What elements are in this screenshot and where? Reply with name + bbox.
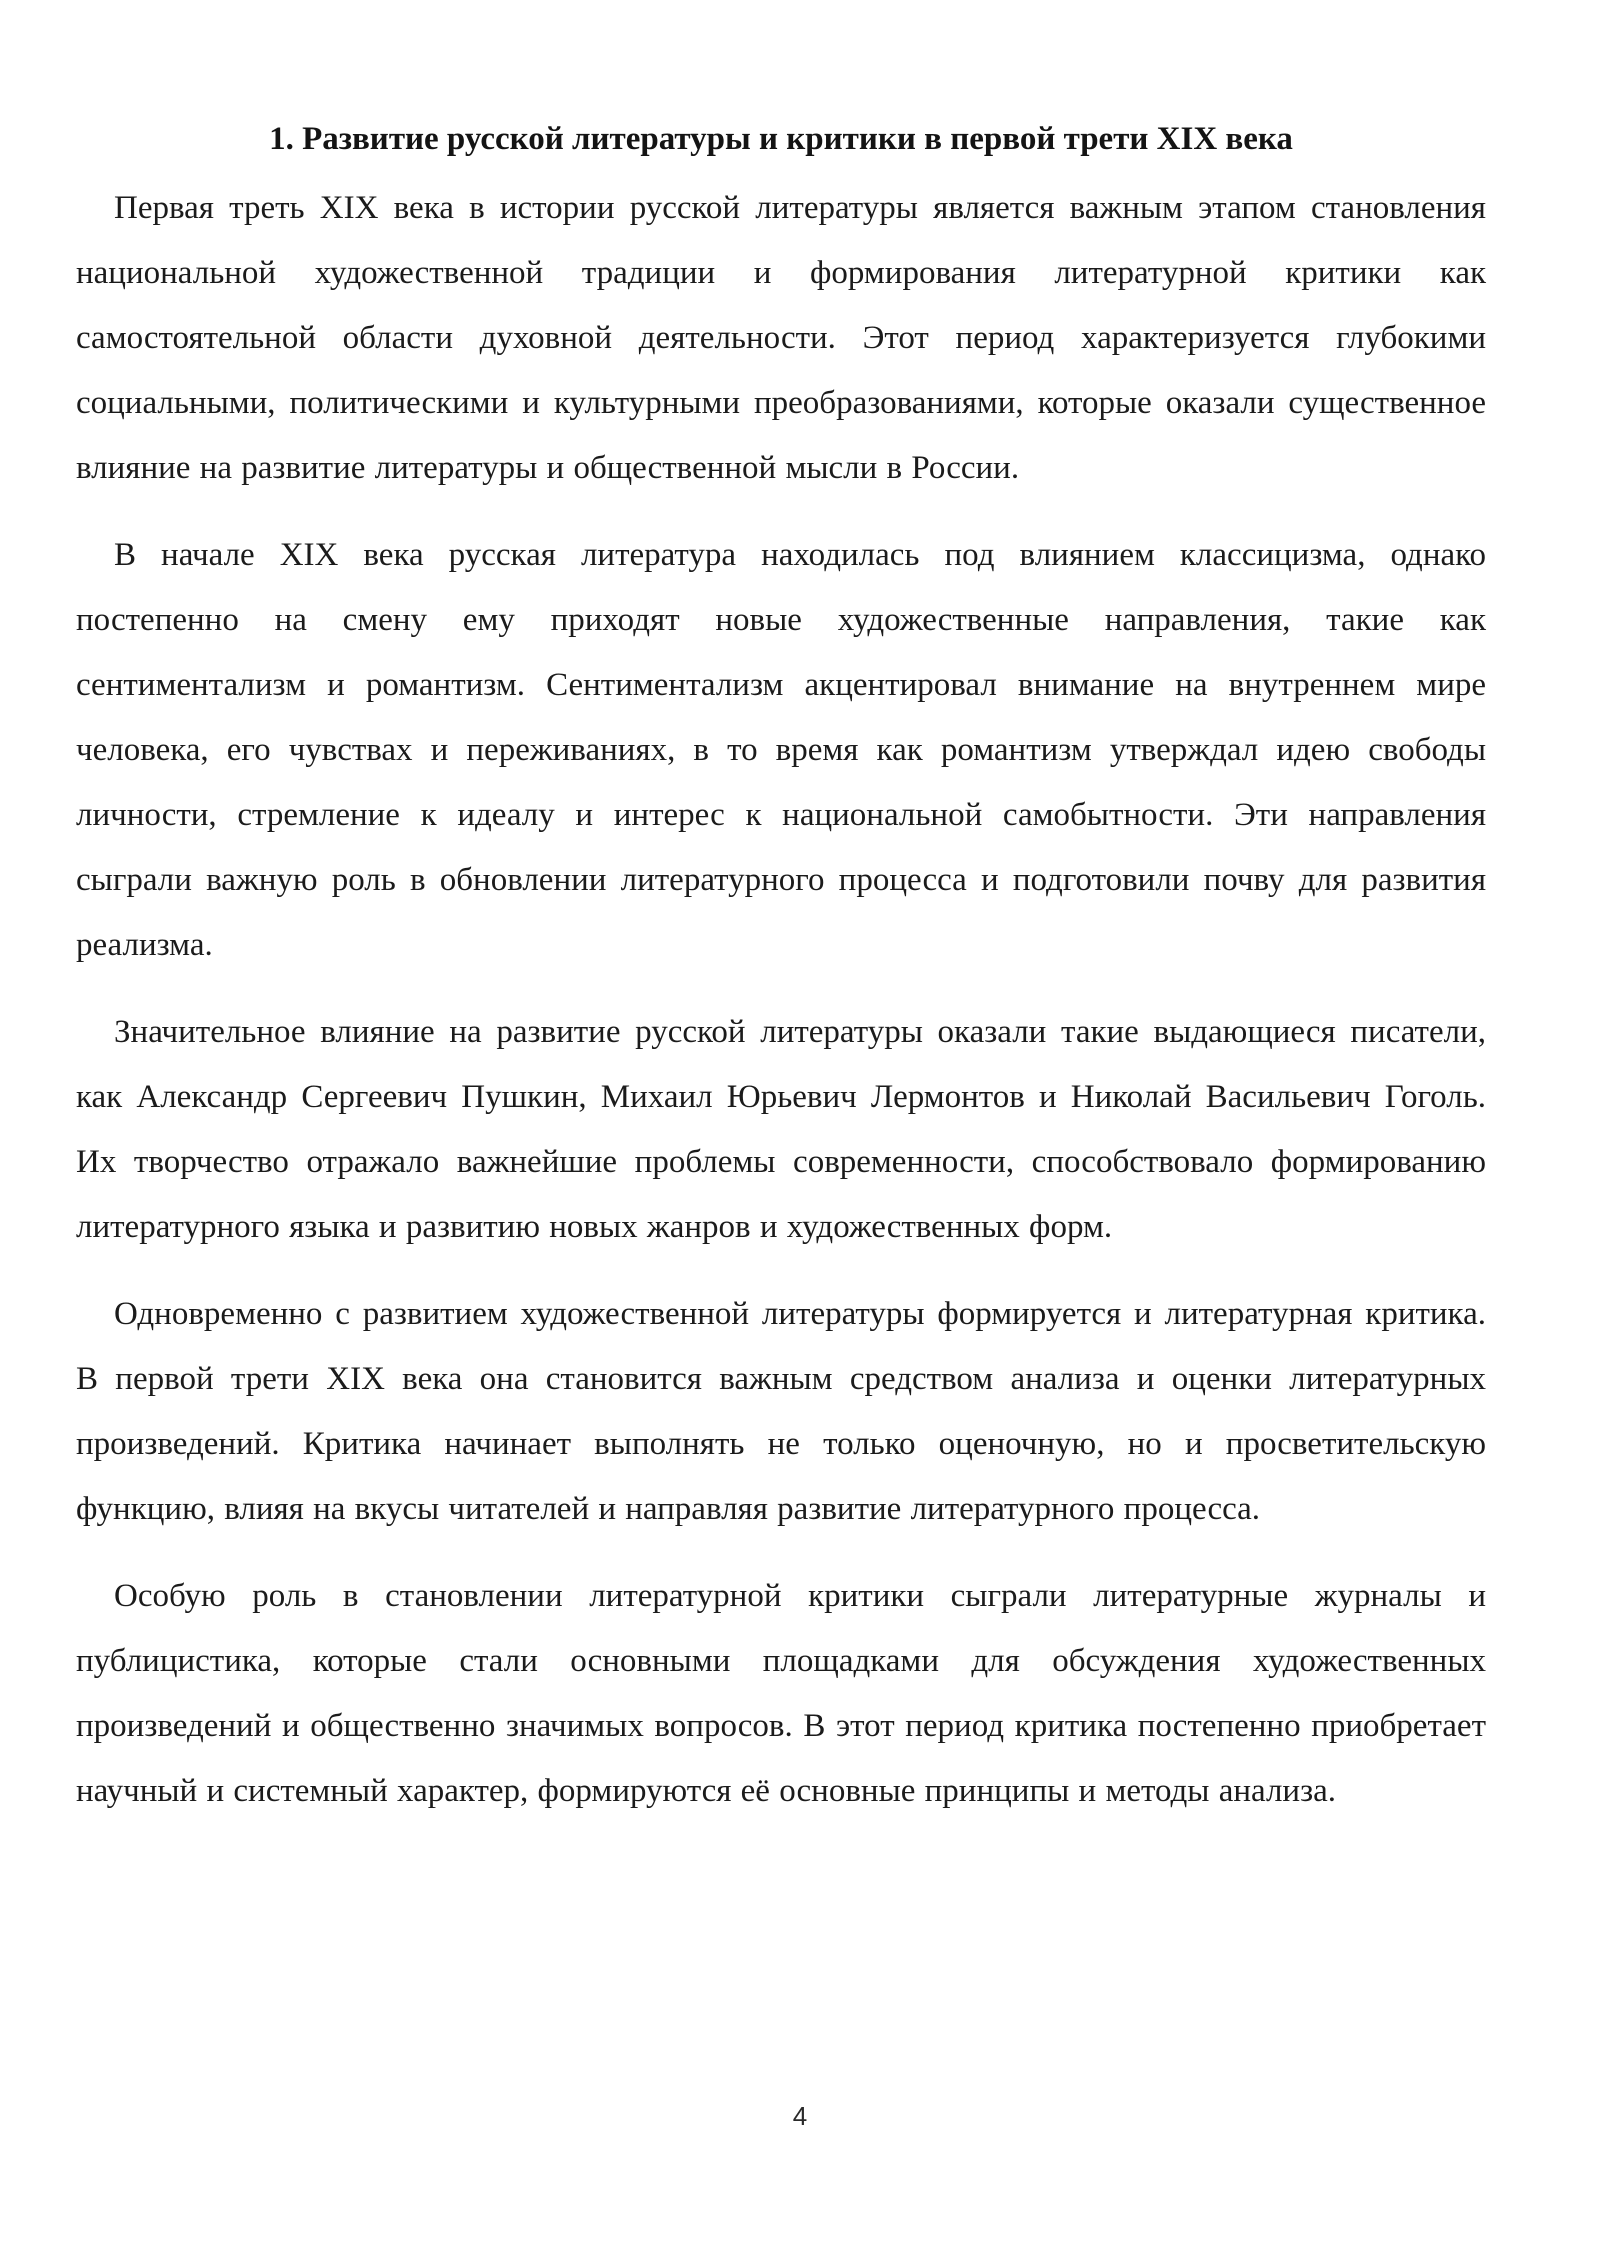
- paragraph-1: Первая треть XIX века в истории русской литературы является важным этапом становления национальной художественной традиции и формирования литературной критики как самостоятельной области духовной деятельности. Этот период характеризуется глубокими социальными, политическими и культурными преобразованиями, которые оказали существенное влияние на развитие литературы и общественной мысли в России.: [76, 190, 1486, 486]
- page-content: [76, 112, 1486, 1846]
- section-heading: 1. Развитие русской литературы и критики в первой трети XIX века: [269, 121, 1293, 157]
- paragraph-4: Одновременно с развитием художественной литературы формируется и литературная критика. В первой трети XIX века она становится важным средством анализа и оценки литературных произведений. Критика начинает выполнять не только оценочную, но и просветительскую функцию, влияя на вкусы читателей и направляя развитие литературного процесса.: [76, 1296, 1486, 1527]
- paragraph-3: Значительное влияние на развитие русской литературы оказали такие выдающиеся писатели, как Александр Сергеевич Пушкин, Михаил Юрьевич Лермонтов и Николай Васильевич Гоголь. Их творчество отражало важнейшие проблемы современности, способствовало формированию литературного языка и развитию новых жанров и художественных форм.: [76, 1014, 1486, 1245]
- paragraph-5: Особую роль в становлении литературной критики сыграли литературные журналы и публицистика, которые стали основными площадками для обсуждения художественных произведений и общественно значимых вопросов. В этот период критика постепенно приобретает научный и системный характер, формируются её основные принципы и методы анализа.: [76, 1578, 1486, 1809]
- paragraph-2: В начале XIX века русская литература находилась под влиянием классицизма, однако постепенно на смену ему приходят новые художественные направления, такие как сентиментализм и романтизм. Сентиментализм акцентировал внимание на внутреннем мире человека, его чувствах и переживаниях, в то время как романтизм утверждал идею свободы личности, стремление к идеалу и интерес к национальной самобытности. Эти направления сыграли важную роль в обновлении литературного процесса и подготовили почву для развития реализма.: [76, 537, 1486, 963]
- page-number: 4: [792, 2101, 808, 2131]
